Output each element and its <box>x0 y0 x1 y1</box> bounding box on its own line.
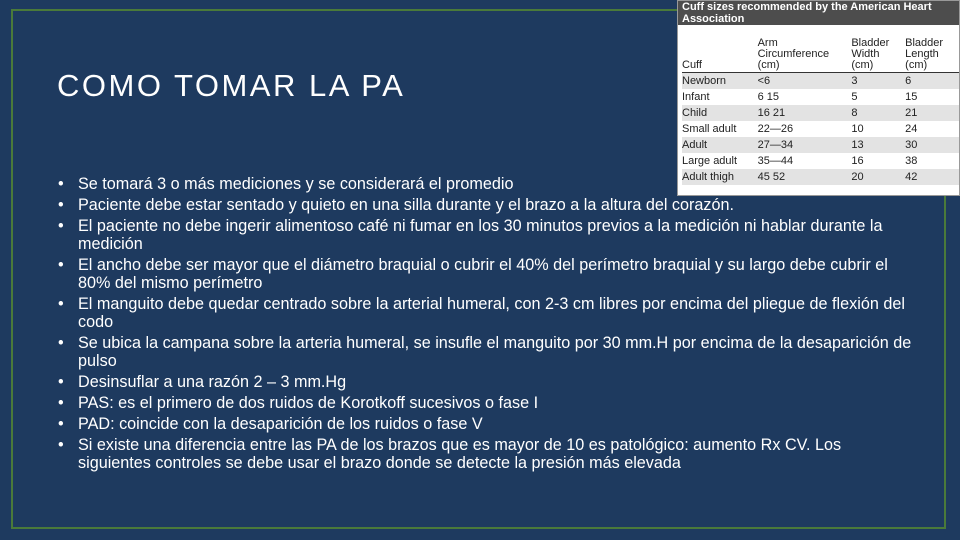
bullet-icon: • <box>58 175 64 193</box>
table-cell: 21 <box>905 105 959 121</box>
list-item <box>58 436 918 472</box>
cuff-label-cell: Large adult <box>682 154 738 167</box>
cuff-table-heading: Cuff sizes recommended by the American Heart Association <box>678 1 959 25</box>
bullet-text: PAS: es el primero de dos ruidos de Korotkoff sucesivos o fase I <box>78 394 539 412</box>
list-item <box>58 394 918 412</box>
cuff-label-cell: Infant <box>682 90 710 103</box>
cuff-label-cell: Child <box>682 105 758 121</box>
table-cell: 6 <box>905 73 959 90</box>
cuff-table <box>682 38 959 185</box>
table-cell: 45 52 <box>758 169 852 185</box>
bullet-icon: • <box>58 196 64 214</box>
table-row <box>682 105 959 121</box>
table-row <box>682 137 959 153</box>
list-item <box>58 373 918 391</box>
slide-title: COMO TOMAR LA PA <box>57 68 406 103</box>
bullet-icon: • <box>58 217 64 235</box>
cuff-label-cell: Adult <box>682 137 758 153</box>
table-cell: 20 <box>851 169 905 185</box>
cuff-label-cell: Adult thigh <box>682 169 758 185</box>
bullet-text: PAD: coincide con la desaparición de los ruidos o fase V <box>78 415 483 433</box>
table-cell: 35—44 <box>757 154 794 167</box>
table-cell: 27—34 <box>758 137 852 153</box>
table-cell: 24 <box>905 122 918 135</box>
table-cell: 10 <box>851 122 864 135</box>
bullet-text: El paciente no debe ingerir alimentoso café ni fumar en los 30 minutos previos a la medición ni hablar durante la medición <box>78 217 883 253</box>
bullet-icon: • <box>58 334 64 352</box>
table-cell: 16 <box>851 154 864 167</box>
bullet-text: Paciente debe estar sentado y quieto en una silla durante y el brazo a la altura del corazón. <box>78 196 735 214</box>
table-cell: 38 <box>905 154 918 167</box>
bullet-text: Desinsuflar a una razón 2 – 3 mm.Hg <box>78 373 347 391</box>
table-row <box>682 169 959 185</box>
column-header-arm-circumference: Arm Circumference (cm) <box>758 38 852 73</box>
list-item <box>58 295 918 331</box>
table-row <box>682 153 959 169</box>
bullet-text: Si existe una diferencia entre las PA de los brazos que es mayor de 10 es patológico: aumento Rx CV. Los siguientes controles se debe usar el brazo donde se detecte la presión más elevada <box>78 436 842 472</box>
table-cell: 22—26 <box>757 122 794 135</box>
list-item <box>58 415 918 433</box>
column-header-cuff: Cuff <box>682 38 758 73</box>
list-item <box>58 196 918 214</box>
table-cell: 6 15 <box>757 90 780 103</box>
table-cell: 42 <box>905 169 959 185</box>
table-cell: 8 <box>851 105 905 121</box>
bullet-icon: • <box>58 415 64 433</box>
table-cell: 16 21 <box>758 105 852 121</box>
bullet-text: Se tomará 3 o más mediciones y se considerará el promedio <box>78 175 514 193</box>
list-item <box>58 256 918 292</box>
bullet-icon: • <box>58 436 64 454</box>
bullet-text: El manguito debe quedar centrado sobre la arterial humeral, con 2-3 cm libres por encima del pliegue de flexión del codo <box>78 295 905 331</box>
column-header-bladder-width: Bladder Width (cm) <box>851 38 905 73</box>
cuff-size-table-image <box>677 0 960 196</box>
list-item <box>58 334 918 370</box>
cuff-label-cell: Newborn <box>682 73 758 90</box>
table-cell: 15 <box>905 90 918 103</box>
table-cell: 13 <box>851 137 905 153</box>
list-item <box>58 217 918 253</box>
bullet-text: El ancho debe ser mayor que el diámetro braquial o cubrir el 40% del perímetro braquial y su largo debe cubrir el 80% del mismo perímetro <box>78 256 888 292</box>
cuff-label-cell: Small adult <box>682 122 737 135</box>
table-row <box>682 89 959 105</box>
bullet-icon: • <box>58 256 64 274</box>
table-cell: 30 <box>905 137 959 153</box>
bullet-list <box>58 175 918 475</box>
bullet-icon: • <box>58 394 64 412</box>
column-header-bladder-length: Bladder Length (cm) <box>905 38 959 73</box>
table-cell: <6 <box>758 73 852 90</box>
bullet-text: Se ubica la campana sobre la arteria humeral, se insufle el manguito por 30 mm.H por encima de la desaparición de pulso <box>78 334 912 370</box>
table-cell: 5 <box>851 90 858 103</box>
table-row <box>682 73 959 90</box>
bullet-icon: • <box>58 373 64 391</box>
table-cell: 3 <box>851 73 905 90</box>
bullet-icon: • <box>58 295 64 313</box>
table-row <box>682 121 959 137</box>
